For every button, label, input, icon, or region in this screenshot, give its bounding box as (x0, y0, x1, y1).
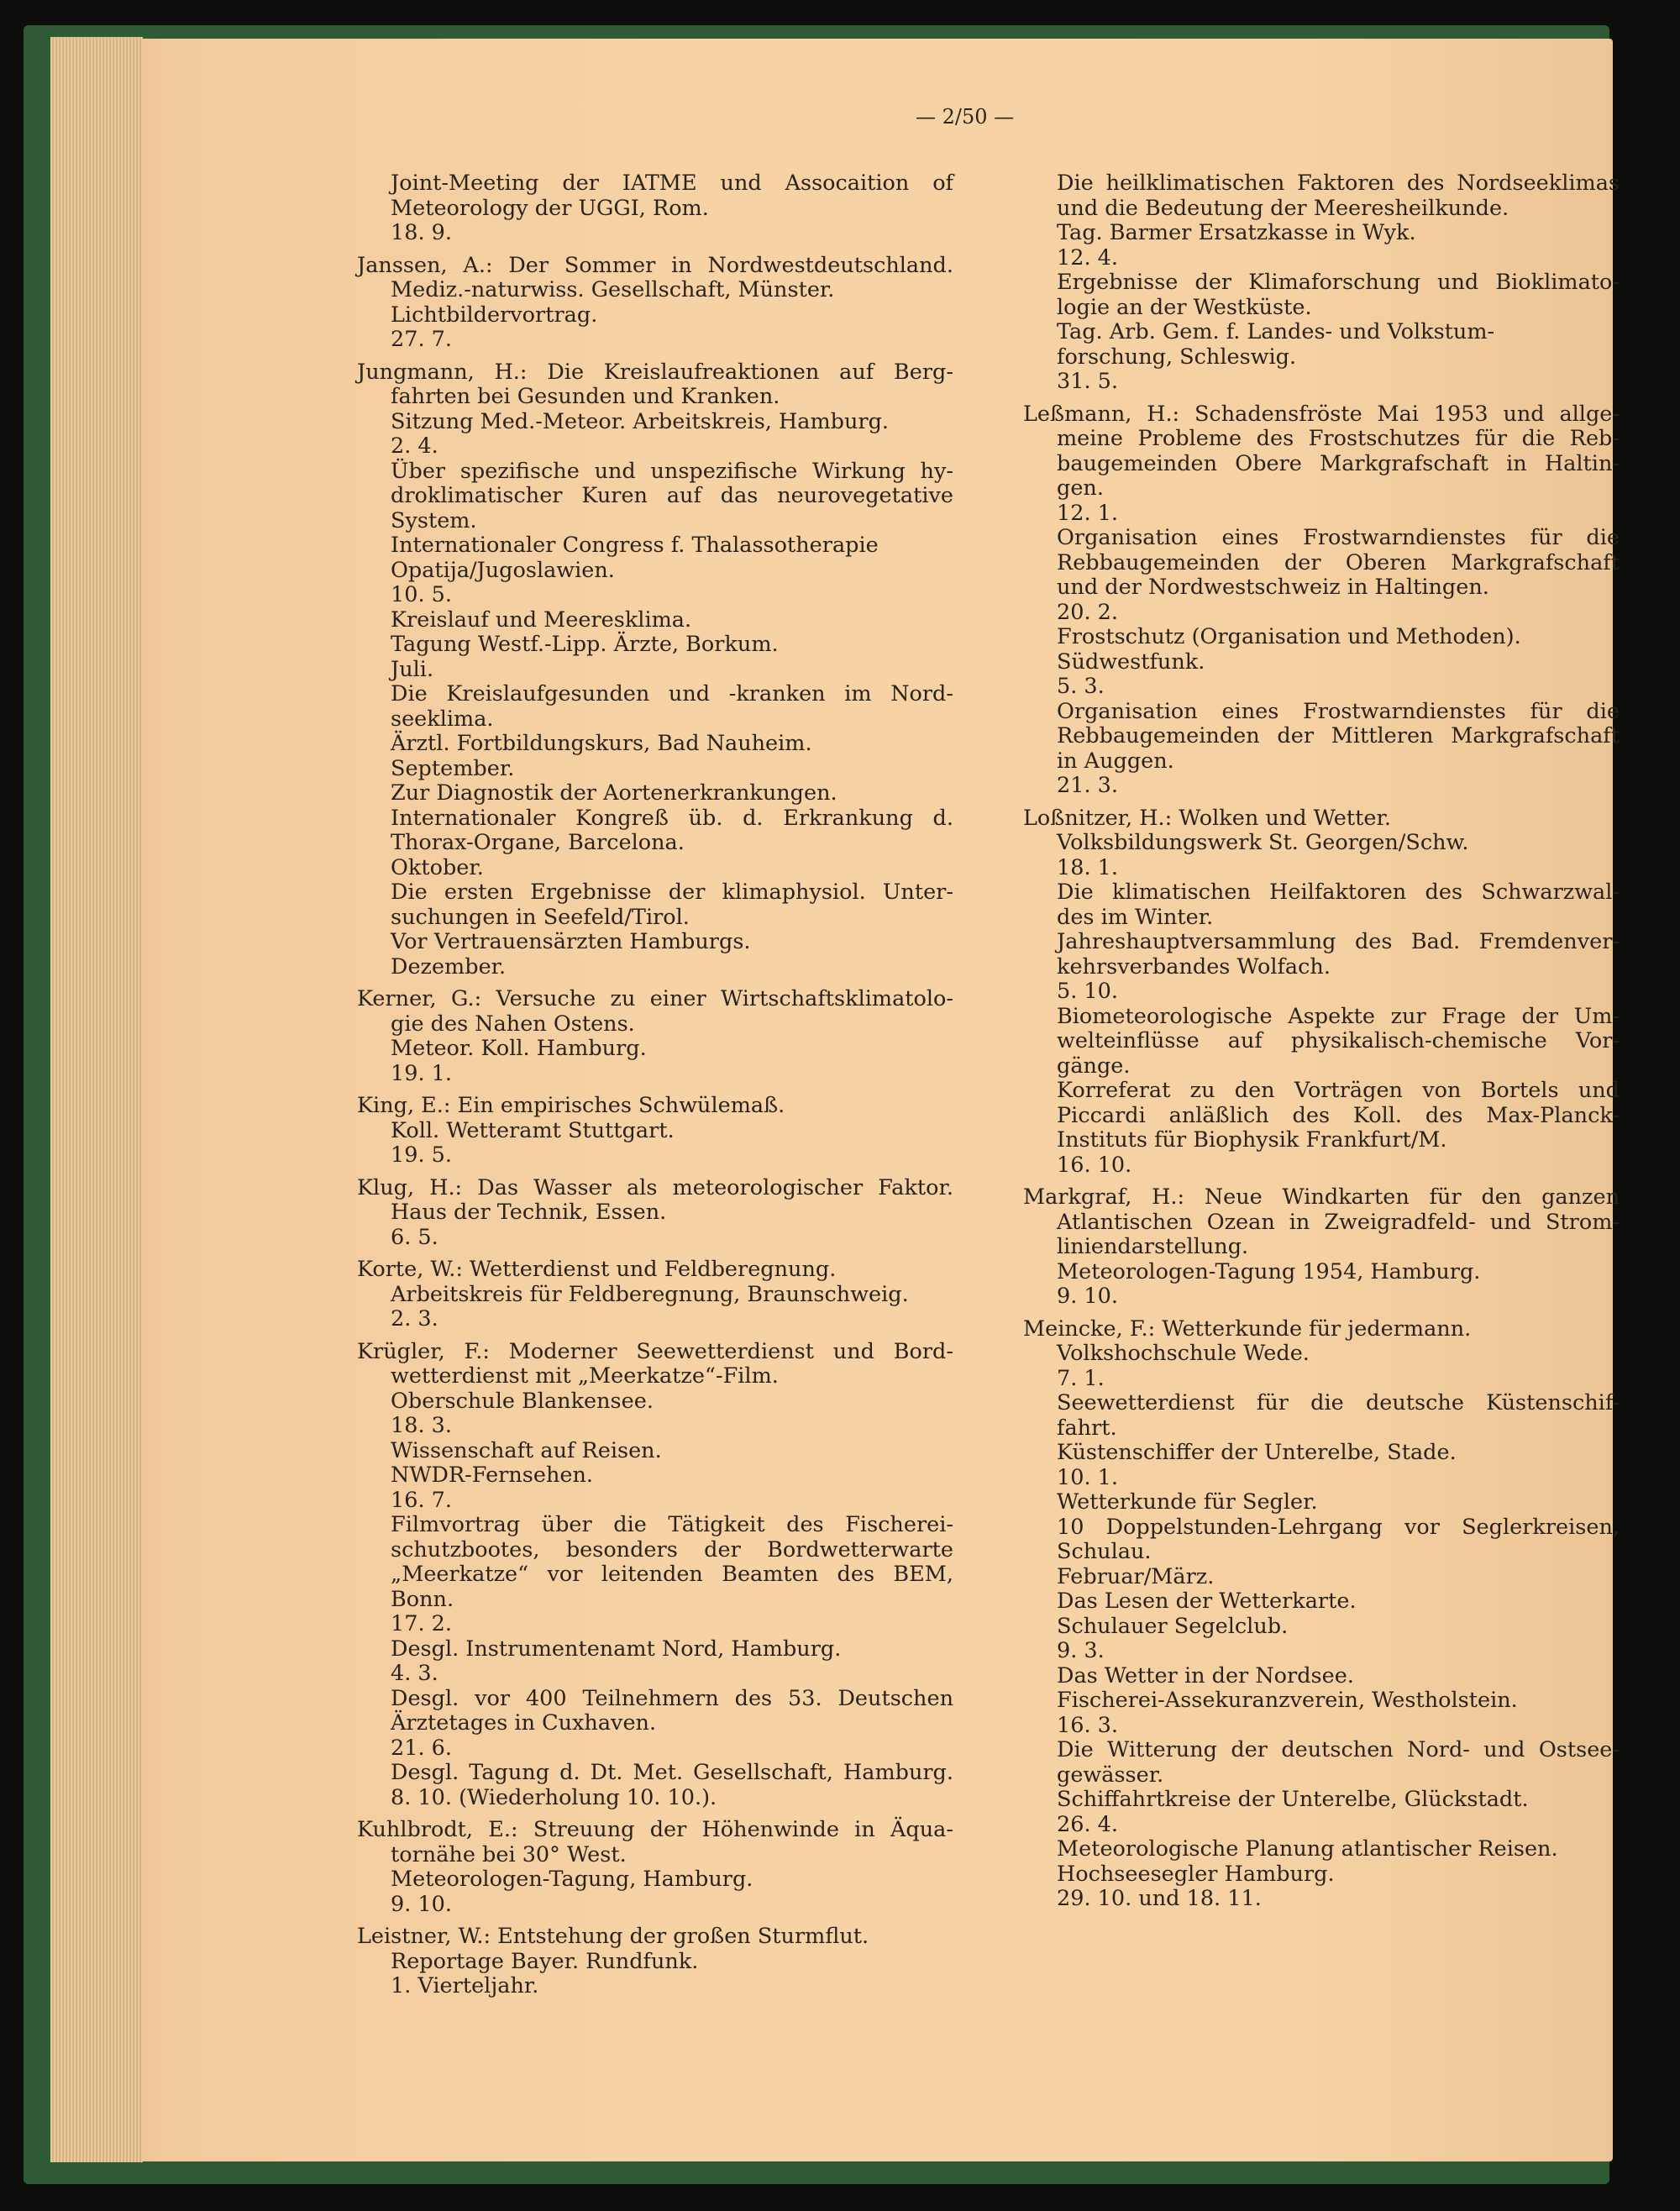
entry-line: logie an der Westküste. (1057, 294, 1312, 320)
entry-line: Küstenschiffer der Unterelbe, Stade. (1057, 1440, 1457, 1465)
bibliography-entry (357, 254, 953, 353)
entry-line: 18. 3. (391, 1413, 452, 1438)
entry-line: Volksbildungswerk St. Georgen/Schw. (1057, 830, 1469, 855)
entry-line: 16. 3. (1057, 1712, 1118, 1738)
bibliography-entry (357, 360, 953, 980)
bibliography-entry (1023, 806, 1620, 1179)
entry-line: 5. 10. (1057, 979, 1118, 1004)
entry-line: Oberschule Blankensee. (391, 1388, 654, 1414)
entry-line: Mediz.-naturwiss. Gesellschaft, Münster. (391, 277, 835, 302)
entry-line: 9. 10. (1057, 1284, 1118, 1309)
entry-first-line: Meincke, F.: Wetterkunde für jedermann. (1023, 1316, 1472, 1342)
bibliography-entry (357, 987, 953, 1086)
entry-line: Schulauer Segelclub. (1057, 1613, 1289, 1639)
entry-line: 12. 4. (1057, 244, 1118, 270)
entry-line: gie des Nahen Ostens. (391, 1011, 635, 1037)
entry-line: Organisation eines Frostwarndienstes für die (1057, 525, 1620, 550)
entry-line: 27. 7. (391, 327, 452, 352)
entry-first-line: Markgraf, H.: Neue Windkarten für den ganzen (1023, 1184, 1620, 1210)
entry-line: 6. 5. (391, 1224, 438, 1250)
bibliography-entry (357, 1340, 953, 1811)
entry-line: gänge. (1057, 1053, 1131, 1079)
entry-line: Seewetterdienst für die deutsche Küstenschif- (1057, 1390, 1620, 1415)
bibliography-entry (357, 1094, 953, 1169)
entry-line: Schiffahrtkreise der Unterelbe, Glückstadt. (1057, 1787, 1529, 1812)
entry-line: Die ersten Ergebnisse der klimaphysiol. Unter- (391, 880, 953, 905)
entry-line: 17. 2. (391, 1611, 452, 1636)
entry-line: Meteorologen-Tagung, Hamburg. (391, 1867, 753, 1892)
entry-line: 2. 4. (391, 433, 438, 459)
entry-line: 7. 1. (1057, 1365, 1105, 1391)
entry-line: Haus der Technik, Essen. (391, 1200, 667, 1225)
entry-line: Internationaler Congress f. Thalassotherapie (391, 533, 879, 558)
entry-line: Kreislauf und Meeresklima. (391, 607, 692, 633)
entry-first-line: Leistner, W.: Entstehung der großen Sturmflut. (357, 1924, 869, 1949)
entry-line: fahrten bei Gesunden und Kranken. (391, 384, 780, 409)
entry-line: seeklima. (391, 706, 494, 732)
entry-line: Atlantischen Ozean in Zweigradfeld- und Strom- (1057, 1209, 1620, 1235)
entry-line: 18. 9. (391, 220, 452, 245)
entry-line: Desgl. vor 400 Teilnehmern des 53. Deutschen (391, 1685, 953, 1711)
entry-line: „Meerkatze“ vor leitenden Beamten des BEM, (391, 1562, 953, 1587)
entry-first-line: Klug, H.: Das Wasser als meteorologischer Faktor. (357, 1174, 953, 1200)
entry-line: 19. 5. (391, 1142, 452, 1168)
entry-line: baugemeinden Obere Markgrafschaft in Haltin- (1057, 450, 1620, 476)
entry-line: Koll. Wetteramt Stuttgart. (391, 1117, 675, 1143)
entry-line: Desgl. Tagung d. Dt. Met. Gesellschaft, Hamburg. (391, 1760, 953, 1785)
entry-first-line: Leßmann, H.: Schadensfröste Mai 1953 und allge- (1023, 401, 1620, 427)
entry-line: Piccardi anläßlich des Koll. des Max-Planck- (1057, 1102, 1620, 1128)
entry-line: Opatija/Jugoslawien. (391, 557, 615, 583)
entry-line: Die Kreislaufgesunden und -kranken im Nord- (391, 681, 953, 706)
entry-line: NWDR-Fernsehen. (391, 1463, 594, 1488)
entry-line: Ergebnisse der Klimaforschung und Bioklimato- (1057, 270, 1620, 295)
entry-line: Filmvortrag über die Tätigkeit des Fischerei- (391, 1512, 953, 1537)
entry-first-line: Jungmann, H.: Die Kreislaufreaktionen auf Berg- (357, 359, 953, 385)
entry-line: wetterdienst mit „Meerkatze“-Film. (391, 1363, 779, 1389)
entry-line: in Auggen. (1057, 748, 1174, 774)
entry-line: Wissenschaft auf Reisen. (391, 1437, 662, 1463)
entry-line: Meteorologische Planung atlantischer Reisen. (1057, 1836, 1558, 1862)
entry-line: Thorax-Organe, Barcelona. (391, 830, 685, 855)
entry-line: Tagung Westf.-Lipp. Ärzte, Borkum. (391, 632, 779, 657)
entry-line: 10 Doppelstunden-Lehrgang vor Seglerkreisen, (1057, 1514, 1620, 1540)
entry-line: gen. (1057, 475, 1104, 501)
entry-line: Internationaler Kongreß üb. d. Erkrankung d. (391, 805, 953, 831)
entry-first-line: Joint-Meeting der IATME und Assocaition of (391, 171, 953, 196)
entry-line: Schulau. (1057, 1539, 1152, 1564)
bibliography-entry (357, 171, 953, 246)
bibliography-entry (1023, 1317, 1620, 1912)
entry-line: Wetterkunde für Segler. (1057, 1489, 1318, 1515)
entry-first-line: Die heilklimatischen Faktoren des Nordseeklimas (1057, 171, 1620, 196)
entry-line: Jahreshauptversammlung des Bad. Fremdenver- (1057, 929, 1620, 954)
entry-line: Sitzung Med.-Meteor. Arbeitskreis, Hamburg. (391, 408, 889, 434)
entry-line: Volkshochschule Wede. (1057, 1341, 1310, 1366)
bibliography-entry (1023, 402, 1620, 799)
entry-line: Biometeorologische Aspekte zur Frage der Um- (1057, 1003, 1620, 1029)
entry-line: Ärztetages in Cuxhaven. (391, 1710, 657, 1736)
entry-line: Fischerei-Assekuranzverein, Westholstein. (1057, 1688, 1518, 1713)
entry-first-line: Janssen, A.: Der Sommer in Nordwestdeutschland. (357, 252, 953, 278)
entry-line: Desgl. Instrumentenamt Nord, Hamburg. (391, 1636, 842, 1662)
bibliography-entry (357, 1258, 953, 1332)
entry-line: Dezember. (391, 953, 507, 979)
entry-line: 21. 6. (391, 1735, 452, 1761)
entry-first-line: Kuhlbrodt, E.: Streuung der Höhenwinde in Äqua- (357, 1817, 953, 1842)
bibliography-entry (1023, 171, 1620, 395)
bibliography-entry (1023, 1185, 1620, 1310)
entry-line: Zur Diagnostik der Aortenerkrankungen. (391, 780, 837, 806)
entry-line: Reportage Bayer. Rundfunk. (391, 1948, 699, 1974)
entry-first-line: Kerner, G.: Versuche zu einer Wirtschaftsklimatolo- (357, 986, 953, 1011)
entry-line: suchungen in Seefeld/Tirol. (391, 904, 690, 930)
entry-line: 26. 4. (1057, 1811, 1118, 1837)
entry-line: meine Probleme des Frostschutzes für die Reb- (1057, 426, 1620, 451)
entry-line: Rebbaugemeinden der Oberen Markgrafschaft (1057, 549, 1620, 575)
entry-line: Hochseesegler Hamburg. (1057, 1861, 1335, 1887)
entry-line: 1. Vierteljahr. (391, 1973, 539, 1998)
entry-line: Organisation eines Frostwarndienstes für die (1057, 698, 1620, 724)
entry-line: kehrsverbandes Wolfach. (1057, 953, 1331, 979)
entry-line: Das Wetter in der Nordsee. (1057, 1662, 1354, 1688)
entry-line: Korreferat zu den Vorträgen von Bortels und (1057, 1078, 1620, 1103)
entry-line: 16. 7. (391, 1487, 452, 1513)
entry-line: Das Lesen der Wetterkarte. (1057, 1589, 1357, 1614)
entry-line: Südwestfunk. (1057, 649, 1205, 675)
entry-first-line: Korte, W.: Wetterdienst und Feldberegnung. (357, 1257, 837, 1282)
entry-line: 10. 1. (1057, 1464, 1118, 1490)
entry-line: forschung, Schleswig. (1057, 344, 1297, 370)
bibliography-entry (357, 1818, 953, 1917)
entry-line: Bonn. (391, 1586, 454, 1612)
entry-line: System. (391, 507, 477, 533)
entry-line: 2. 3. (391, 1306, 438, 1331)
entry-line: des im Winter. (1057, 904, 1214, 930)
right-column (1023, 171, 1620, 1920)
entry-line: und der Nordwestschweiz in Haltingen. (1057, 575, 1489, 600)
entry-line: 4. 3. (391, 1661, 438, 1686)
left-column (357, 171, 953, 2007)
entry-line: 9. 10. (391, 1891, 452, 1917)
entry-line: Arbeitskreis für Feldberegnung, Braunschweig. (391, 1281, 909, 1307)
entry-line: Instituts für Biophysik Frankfurt/M. (1057, 1127, 1447, 1153)
entry-line: liniendarstellung. (1057, 1234, 1249, 1259)
entry-line: Oktober. (391, 854, 484, 880)
entry-line: Juli. (391, 656, 434, 682)
entry-line: Frostschutz (Organisation und Methoden). (1057, 624, 1521, 649)
entry-line: 20. 2. (1057, 599, 1118, 625)
entry-first-line: Krügler, F.: Moderner Seewetterdienst und Bord- (357, 1338, 953, 1364)
entry-line: Februar/März. (1057, 1563, 1215, 1589)
entry-line: Meteor. Koll. Hamburg. (391, 1036, 647, 1061)
entry-line: 9. 3. (1057, 1638, 1105, 1663)
entry-line: Ärztl. Fortbildungskurs, Bad Nauheim. (391, 731, 812, 756)
entry-first-line: Loßnitzer, H.: Wolken und Wetter. (1023, 805, 1391, 831)
entry-line: 5. 3. (1057, 674, 1105, 699)
page-edges (50, 37, 143, 2162)
entry-line: und die Bedeutung der Meeresheilkunde. (1057, 195, 1509, 221)
entry-first-line: King, E.: Ein empirisches Schwülemaß. (357, 1093, 785, 1118)
bibliography-entry (357, 1176, 953, 1251)
entry-line: droklimatischer Kuren auf das neurovegetative (391, 483, 953, 508)
entry-line: 12. 1. (1057, 500, 1118, 526)
page-number: — 2/50 — (916, 105, 1015, 129)
entry-line: Tag. Barmer Ersatzkasse in Wyk. (1057, 220, 1416, 245)
bibliography-entry (357, 1925, 953, 1999)
entry-line: Meteorologen-Tagung 1954, Hamburg. (1057, 1258, 1481, 1284)
entry-line: Über spezifische und unspezifische Wirkung hy- (391, 458, 953, 484)
entry-line: September. (391, 755, 515, 781)
entry-line: tornähe bei 30° West. (391, 1841, 627, 1867)
entry-line: gewässer. (1057, 1762, 1164, 1788)
entry-line: 21. 3. (1057, 773, 1118, 798)
entry-line: welteinflüsse auf physikalisch-chemische Vor- (1057, 1028, 1620, 1053)
entry-line: 10. 5. (391, 582, 452, 607)
entry-line: Meteorology der UGGI, Rom. (391, 195, 709, 221)
entry-line: Rebbaugemeinden der Mittleren Markgrafschaft (1057, 723, 1620, 748)
entry-line: 19. 1. (391, 1060, 452, 1086)
entry-line: Die klimatischen Heilfaktoren des Schwarzwal- (1057, 880, 1620, 905)
entry-line: Tag. Arb. Gem. f. Landes- und Volkstum- (1057, 319, 1495, 344)
entry-line: 8. 10. (Wiederholung 10. 10.). (391, 1784, 717, 1810)
entry-line: Die Witterung der deutschen Nord- und Ostsee- (1057, 1737, 1620, 1762)
entry-line: fahrt. (1057, 1415, 1117, 1441)
entry-line: 31. 5. (1057, 369, 1118, 394)
entry-line: 16. 10. (1057, 1152, 1132, 1178)
entry-line: schutzbootes, besonders der Bordwetterwarte (391, 1536, 953, 1562)
entry-line: Lichtbildervortrag. (391, 302, 598, 328)
entry-line: Vor Vertrauensärzten Hamburgs. (391, 929, 751, 954)
entry-line: 18. 1. (1057, 854, 1118, 880)
entry-line: 29. 10. und 18. 11. (1057, 1886, 1262, 1911)
